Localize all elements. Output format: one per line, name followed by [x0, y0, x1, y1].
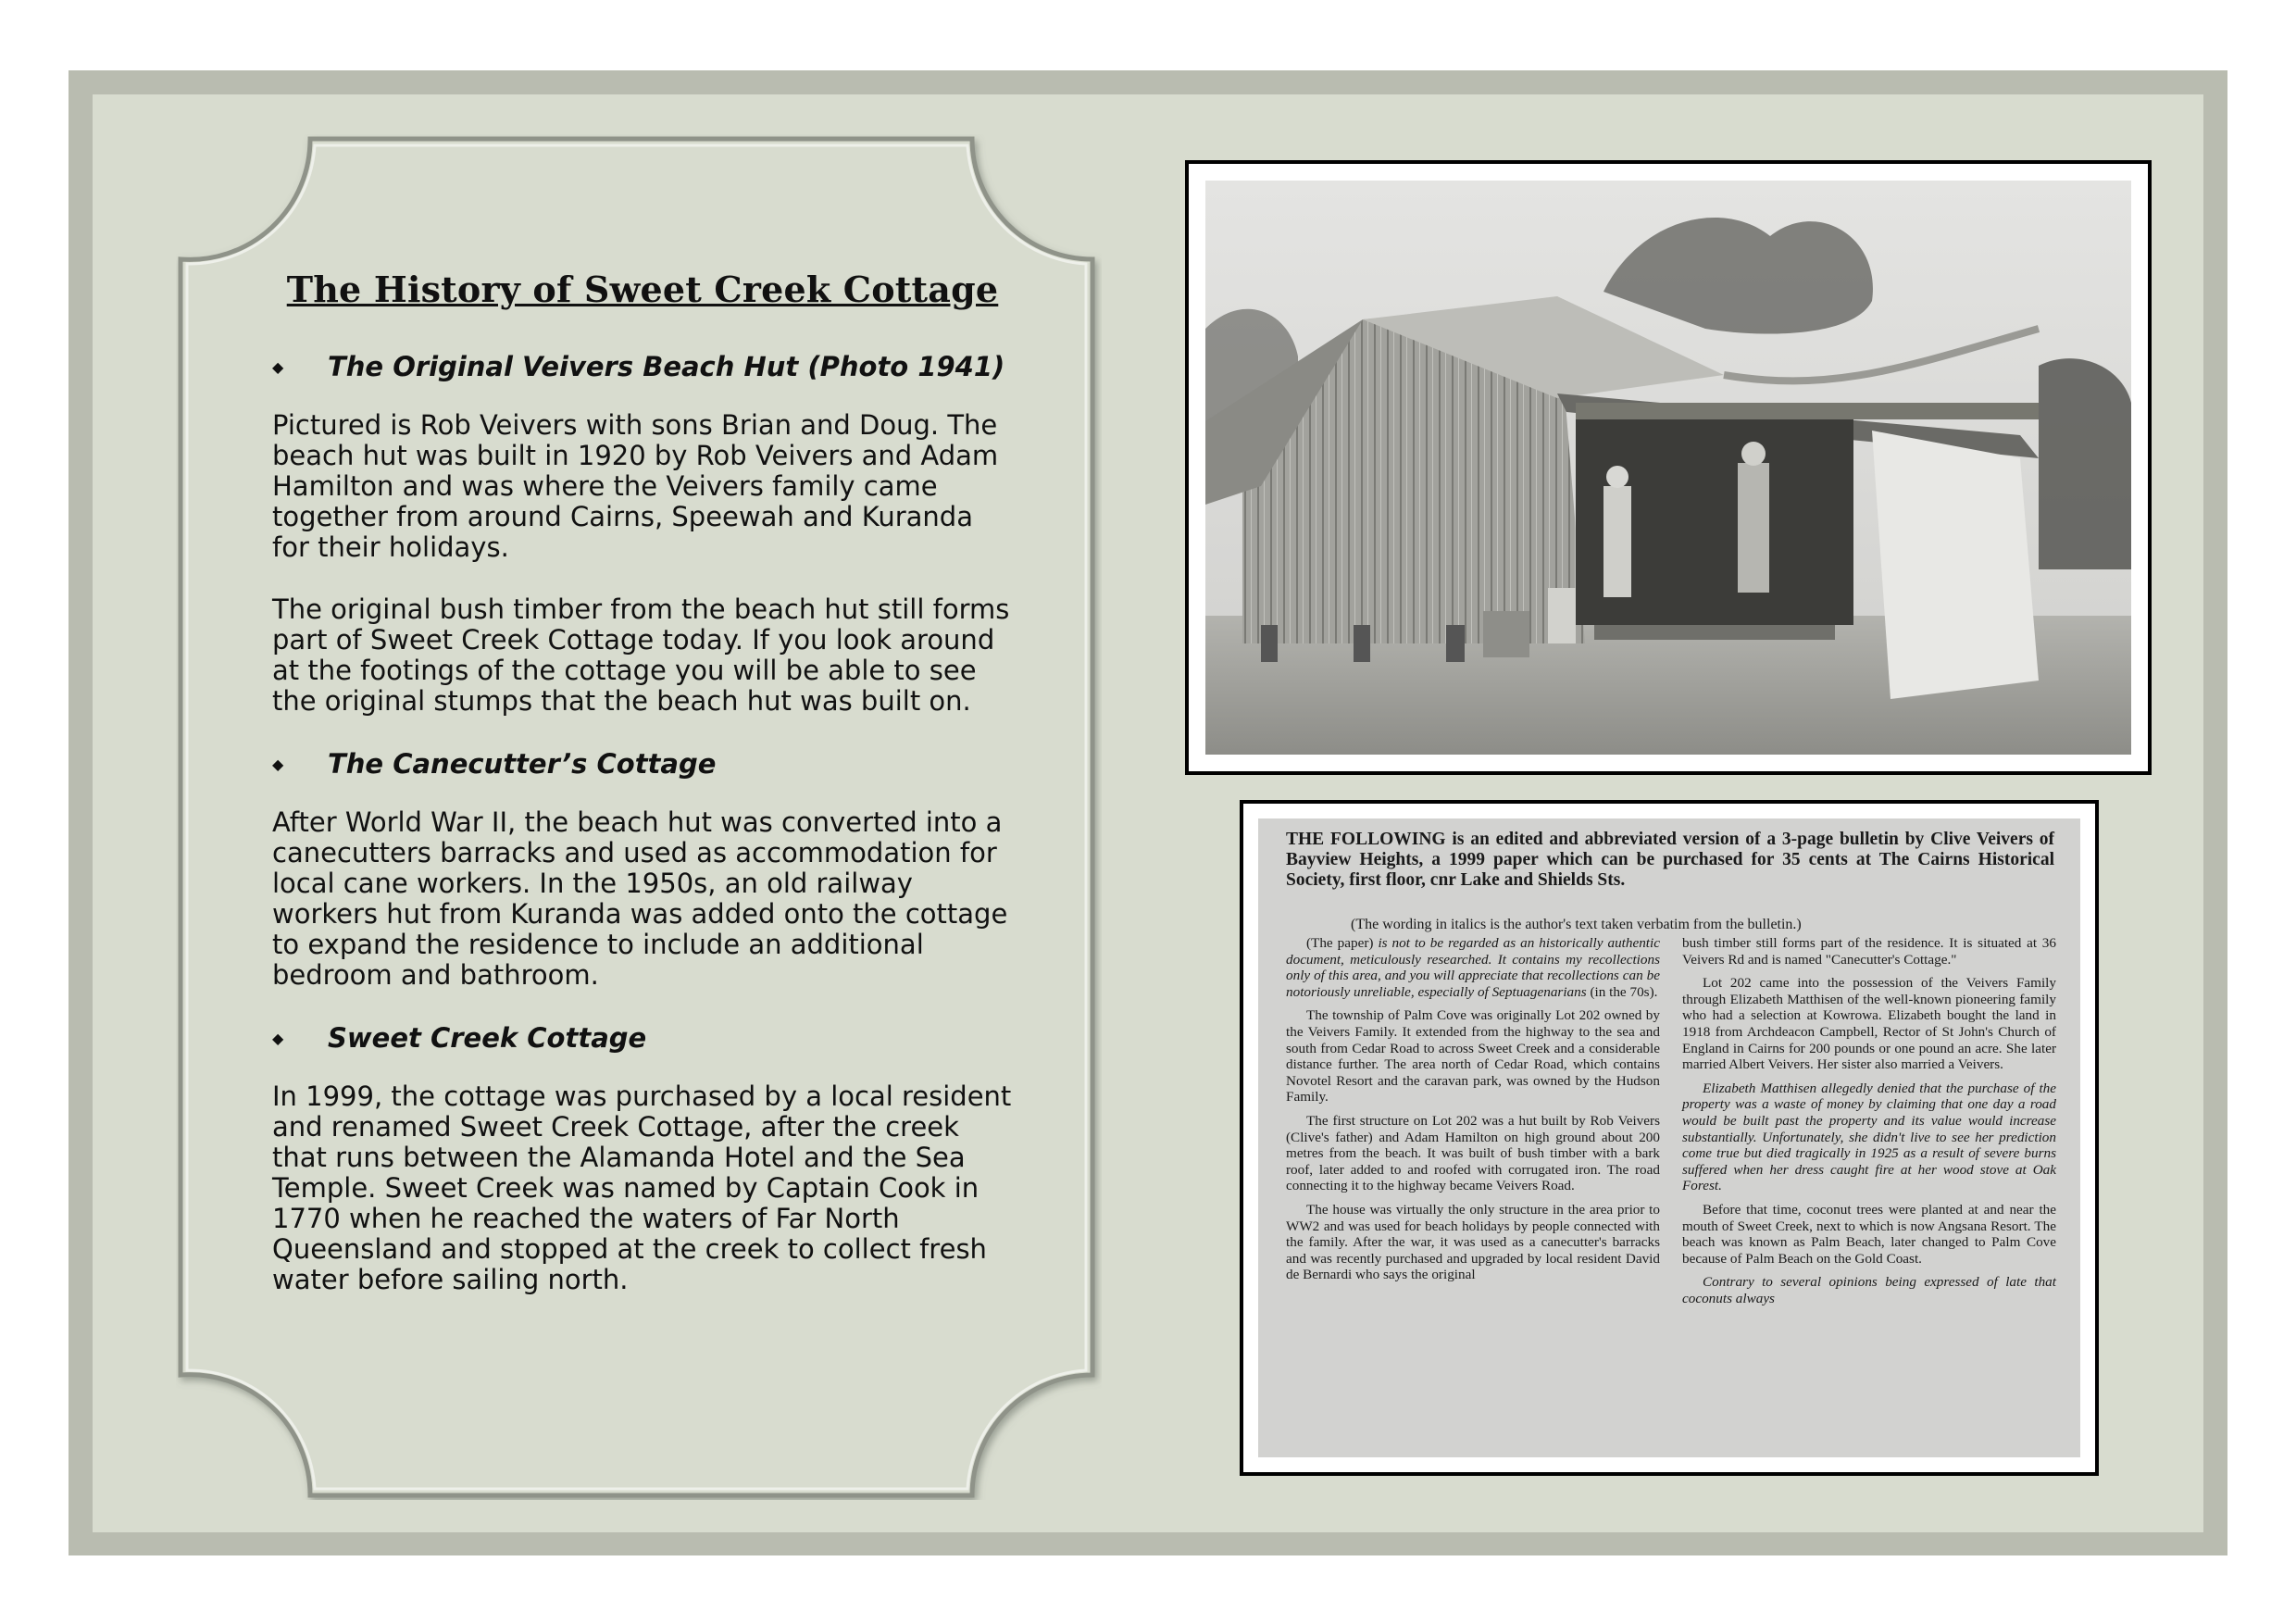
- clipping-note: (The wording in italics is the author's text taken verbatim from the bulletin.): [1351, 917, 1802, 932]
- section-heading-canecutters: [272, 748, 1013, 780]
- historic-hut-photo: [1205, 181, 2131, 755]
- clipping-paragraph: [1682, 975, 2056, 1073]
- clipping-text: The house was virtually the only structure in the area prior to WW2 and was used for beach holidays by people connected with the family. After the war, it was used as a canecutter's barracks and was recently purchased and upgraded by local resident David de Bernardi who says the original: [1286, 1201, 1660, 1283]
- clipping-column-right: [1682, 935, 2056, 1314]
- clipping-text: The township of Palm Cove was originally Lot 202 owned by the Veivers Family. It extended from the highway to the sea and south from Cedar Road to across Sweet Creek and a considerable distance further. The area north of Cedar Road, which contains Novotel Resort and the caravan park, was owned by the Hudson Family.: [1286, 1007, 1660, 1106]
- clipping-column-left: [1286, 935, 1660, 1291]
- clipping-text: Before that time, coconut trees were planted at and near the mouth of Sweet Creek, next to which is now Angsana Resort. The beach was known as Palm Beach, later changed to Palm Cove because of Palm Beach on the Gold Coast.: [1682, 1201, 2056, 1267]
- page-title: The History of Sweet Creek Cottage: [286, 269, 999, 310]
- section-heading-text: Sweet Creek Cottage: [328, 1022, 647, 1054]
- clipping-paragraph: [1682, 1081, 2056, 1194]
- clipping-paragraph: [1286, 1113, 1660, 1194]
- clipping-italic-text: Elizabeth Matthisen allegedly denied that the purchase of the property was a waste of money by claiming that one day a road would be built past the property and its value would increase substantially. Unfortunately, she didn't live to see her prediction come true but died tragically in 1925 as a result of severe burns suffered when her dress caught fire at her wood stove at Oak Forest.: [1682, 1080, 2056, 1194]
- paragraph: The original bush timber from the beach hut still forms part of Sweet Creek Cottage today. If you look around at the footings of the cottage you will be able to see the original stumps that the beach hut was built on.: [272, 593, 1010, 717]
- diamond-bullet-icon: ◆: [272, 755, 284, 773]
- paragraph: Pictured is Rob Veivers with sons Brian and Doug. The beach hut was built in 1920 by Rob Veivers and Adam Hamilton and was where the Veivers family came together from around Cairns, Speewah and Kuranda for their holidays.: [272, 409, 999, 563]
- paragraph: After World War II, the beach hut was converted into a canecutters barracks and used as accommodation for local cane workers. In the 1950s, an old railway workers hut from Kuranda was added onto the cottage to expand the residence to include an additional bedroom and bathroom.: [272, 806, 1008, 991]
- section-heading-text: The Original Veivers Beach Hut (Photo 1941): [328, 351, 1005, 382]
- diamond-bullet-icon: ◆: [272, 1029, 284, 1047]
- clipping-text: (in the 70s).: [1586, 983, 1658, 1000]
- clipping-paragraph: [1286, 935, 1660, 1000]
- photo-frame: [1185, 160, 2152, 775]
- clipping-paragraph: [1682, 1202, 2056, 1267]
- history-text: [272, 269, 1013, 1327]
- diamond-bullet-icon: ◆: [272, 357, 284, 376]
- clipping-paragraph: [1286, 1202, 1660, 1283]
- clipping-frame: [1240, 800, 2099, 1476]
- clipping-text: bush timber still forms part of the residence. It is situated at 36 Veivers Rd and is named "Canecutter's Cottage.": [1682, 935, 2056, 968]
- clipping-text: The first structure on Lot 202 was a hut built by Rob Veivers (Clive's father) and Adam Hamilton on high ground about 200 metres from the beach. It was built of bush timber with a bark roof, later added to and roofed with corrugated iron. The road connecting it to the highway became Veivers Road.: [1286, 1112, 1660, 1194]
- section-heading-beach-hut: [272, 351, 1013, 382]
- clipping-paragraph: [1682, 935, 2056, 968]
- clipping-text: (The paper): [1306, 935, 1379, 951]
- hut-photo-illustration: [1205, 181, 2131, 755]
- clipping-intro: THE FOLLOWING is an edited and abbreviated version of a 3-page bulletin by Clive Veivers of Bayview Heights, a 1999 paper which can be purchased for 35 cents at The Cairns Historical Society, first floor, cnr Lake and Shields Sts.: [1286, 830, 2054, 890]
- section-heading-sweet-creek: [272, 1022, 1013, 1054]
- clipping-paragraph: [1682, 1274, 2056, 1306]
- clipping-text: Lot 202 came into the possession of the Veivers Family through Elizabeth Matthisen of the well-known pioneering family who had a selection at Kowrowa. Elizabeth bought the land in 1918 from Archdeacon Campbell, Rector of St John's Church of England in Cairns for 200 pounds or one pound an acre. She later married Albert Veivers. Her sister also married a Veivers.: [1682, 975, 2056, 1073]
- clipping-italic-text: is not to be regarded as an historically authentic document, meticulously researched. It contains my recollections only of this area, and you will appreciate that recollections can be notoriously unreliable, especially of Septuagenarians: [1286, 935, 1660, 1000]
- clipping-italic-text: Contrary to several opinions being expressed of late that coconuts always: [1682, 1274, 2056, 1306]
- paragraph: In 1999, the cottage was purchased by a local resident and renamed Sweet Creek Cottage, after the creek that runs between the Alamanda Hotel and the Sea Temple. Sweet Creek was named by Captain Cook in 1770 when he reached the waters of Far North Queensland and stopped at the creek to collect fresh water before sailing north.: [272, 1081, 1012, 1295]
- newspaper-clipping: [1258, 818, 2080, 1457]
- section-heading-text: The Canecutter’s Cottage: [328, 748, 717, 780]
- clipping-paragraph: [1286, 1007, 1660, 1106]
